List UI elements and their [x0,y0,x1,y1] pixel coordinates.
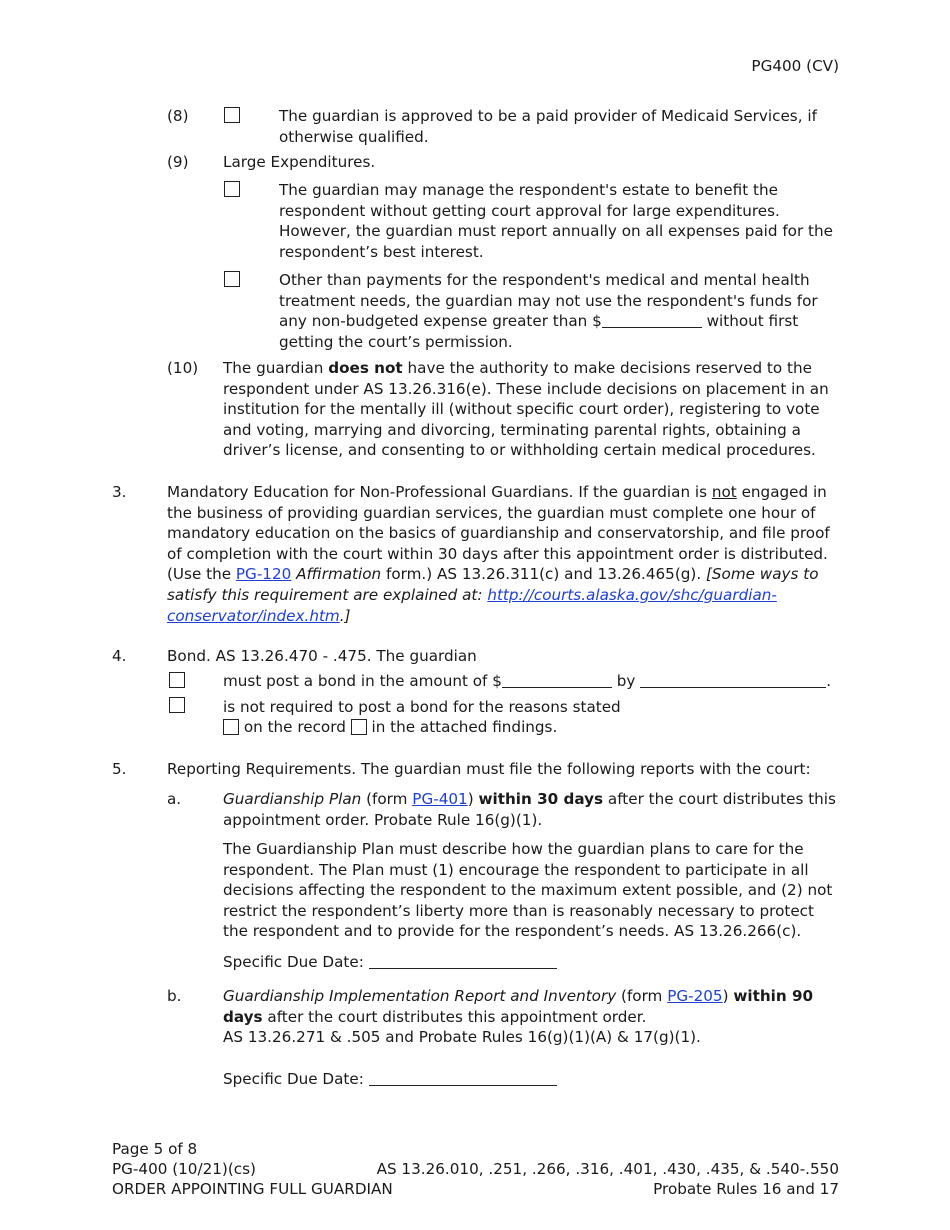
pg-205-link[interactable]: PG-205 [667,987,723,1005]
section-3-text: Mandatory Education for Non-Professional Guardians. If the guardian is not engaged in the business of providing guardian services, the guardian must complete one hour of mandatory education on the basics of guardianship and conservatorship, and file proof of completion with the court within 30 days after this appointment order is distributed. (Use the PG-120 Affirmation form.) AS 13.26.311(c) and 13.26.465(g). [Some ways to satisfy this requirement are explained at: http://courts.alaska.gov/shc/guardian-conservator/index.htm.] [167,483,830,625]
attached-findings-checkbox[interactable] [351,719,367,735]
footer-form-number: PG-400 (10/21)(cs) [112,1160,256,1178]
bond-amount-blank[interactable] [502,672,612,688]
section-5-number: 5. [112,760,127,778]
item-8-checkbox[interactable] [224,107,240,123]
footer-form-title: ORDER APPOINTING FULL GUARDIAN [112,1180,393,1198]
section-5b-heading: Guardianship Implementation Report and Inventory (form PG-205) within 90 days after the court distributes this appointment order. [223,987,814,1026]
on-record-checkbox[interactable] [223,719,239,735]
section-4-intro: Bond. AS 13.26.470 - .475. The guardian [167,647,477,665]
section-3-number: 3. [112,483,127,501]
bond-not-required-checkbox[interactable] [169,697,185,713]
footer-probate-rules: Probate Rules 16 and 17 [653,1180,839,1198]
item-10-number: (10) [167,359,199,377]
section-5a-due-date: Specific Due Date: [223,952,557,973]
section-5-intro: Reporting Requirements. The guardian must file the following reports with the court: [167,760,811,778]
section-5a-letter: a. [167,790,182,808]
section-5a-heading: Guardianship Plan (form PG-401) within 30 days after the court distributes this appointment order. Probate Rule 16(g)(1). [223,790,836,829]
item-8-number: (8) [167,107,189,125]
courts-url-link[interactable]: http://courts.alaska.gov/shc/guardian-conservator/index.htm [167,585,777,625]
item-9-option-a-text: The guardian may manage the respondent's estate to benefit the respondent without getting court approval for large expenditures. However, the guardian must report annually on all expenses paid for the respondent’s best interest. [279,181,833,261]
pg-401-link[interactable]: PG-401 [412,790,468,808]
item-9-option-b-text: Other than payments for the respondent's medical and mental health treatment needs, the guardian may not use the respondent's funds for any non-budgeted expense greater than $ without first getting the court’s permission. [279,271,818,351]
item-8-text: The guardian is approved to be a paid provider of Medicaid Services, if otherwise qualified. [279,107,817,146]
plan-due-date-blank[interactable] [369,953,557,969]
guardianship-plan-description: The Guardianship Plan must describe how the guardian plans to care for the respondent. The Plan must (1) encourage the respondent to participate in all decisions affecting the respondent to the maximum extent possible, and (2) not restrict the respondent’s liberty more than is reasonably necessary to protect the respondent and to provide for the respondent’s needs. AS 13.26.266(c). [223,840,833,941]
bond-not-required-text: is not required to post a bond for the reasons stated [223,698,621,716]
report-due-date-blank[interactable] [369,1070,557,1086]
item-9-option-a-checkbox[interactable] [224,181,240,197]
item-9-number: (9) [167,153,189,171]
section-4-number: 4. [112,647,127,665]
footer-page-number: Page 5 of 8 [112,1140,198,1158]
item-10-text: The guardian does not have the authority to make decisions reserved to the respondent under AS 13.26.316(e). These include decisions on placement in an institution for the mentally ill (without specific court order), registering to vote and voting, marrying and divorcing, terminating parental rights, obtaining a driver’s license, and consenting to or withholding certain medical procedures. [223,359,829,460]
section-5b-statute: AS 13.26.271 & .505 and Probate Rules 16(g)(1)(A) & 17(g)(1). [223,1028,701,1046]
item-9-title: Large Expenditures. [223,153,376,171]
bond-required-text: must post a bond in the amount of $ by . [223,672,832,690]
form-code-header: PG400 (CV) [751,57,839,75]
expense-amount-blank[interactable] [602,312,702,328]
pg-120-link[interactable]: PG-120 [235,565,292,584]
bond-reasons-line: on the record in the attached findings. [223,717,557,738]
bond-date-blank[interactable] [640,672,826,688]
section-5b-letter: b. [167,987,182,1005]
bond-required-checkbox[interactable] [169,672,185,688]
section-5b-due-date: Specific Due Date: [223,1069,557,1090]
item-9-option-b-checkbox[interactable] [224,271,240,287]
footer-statutes: AS 13.26.010, .251, .266, .316, .401, .430, .435, & .540-.550 [376,1160,839,1178]
